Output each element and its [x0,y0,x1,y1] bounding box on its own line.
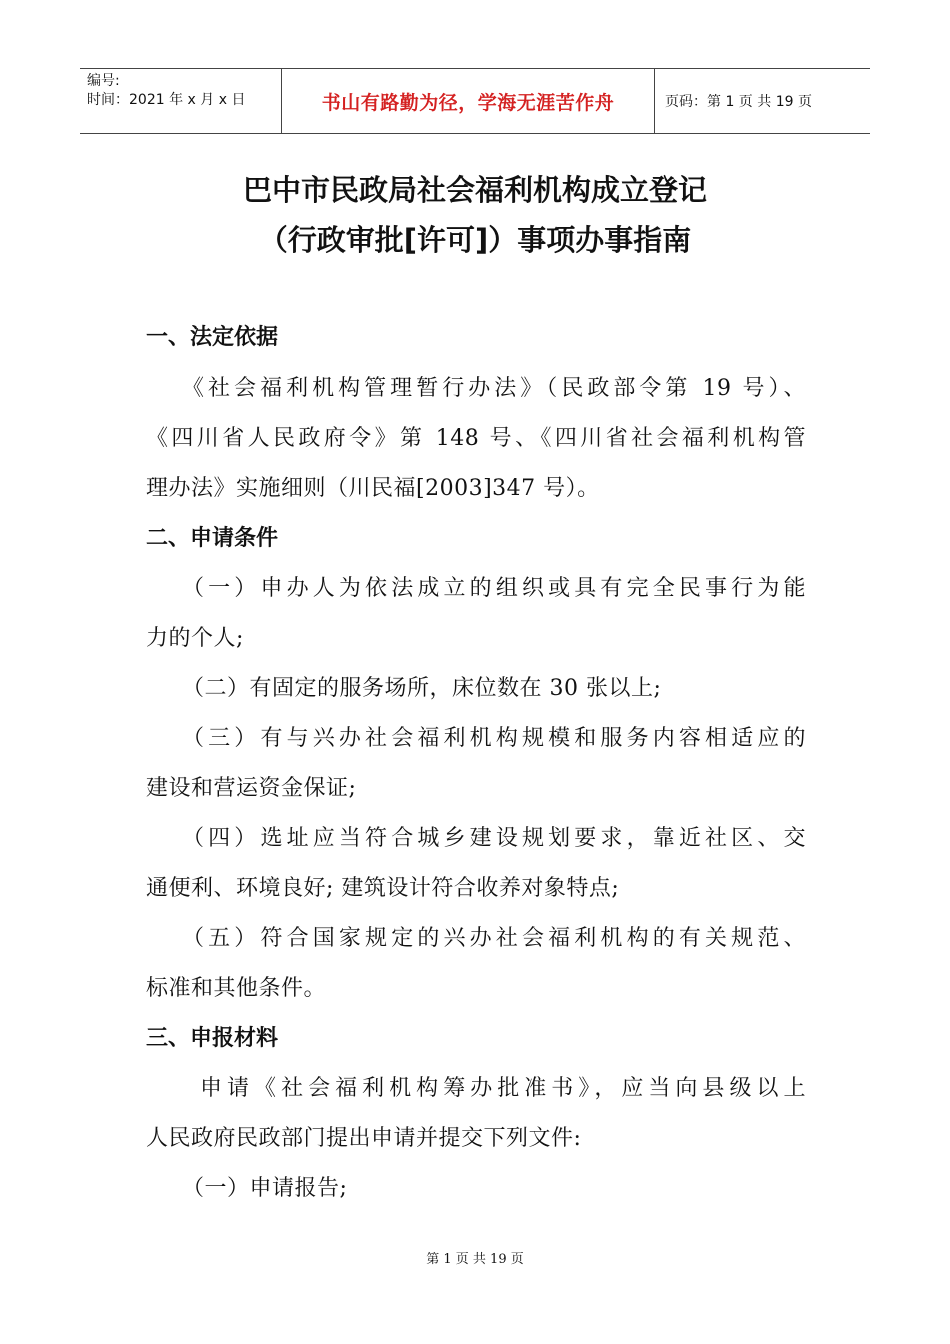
document-header [80,68,870,134]
paragraph-line: 力的个人; [146,626,244,651]
paragraph-line: （二）有固定的服务场所，床位数在 30 张以上; [182,676,662,701]
paragraph-line: 《社会福利机构管理暂行办法》（民政部令第 19 号）、 [182,376,806,401]
section-heading-materials: 三、申报材料 [146,1026,279,1051]
paragraph-line: 标准和其他条件。 [146,976,327,1001]
time-label: 时间：2021 年 x 月 x 日 [87,92,246,108]
section-heading-legal-basis: 一、法定依据 [146,325,279,350]
paragraph-line: 理办法》实施细则（川民福[2003]347 号）。 [146,476,600,501]
header-motto-cell [282,69,655,133]
paragraph-line: 人民政府民政部门提出申请并提交下列文件: [146,1126,582,1151]
paragraph-line: 《四川省人民政府令》第 148 号、《四川省社会福利机构管 [146,426,806,451]
header-motto: 书山有路勤为径，学海无涯苦作舟 [321,91,615,114]
number-label: 编号: [87,73,120,89]
paragraph-line: （一）申请报告; [182,1176,348,1201]
paragraph-line: （三）有与兴办社会福利机构规模和服务内容相适应的 [182,726,806,751]
header-page-info: 页码：第 1 页 共 19 页 [665,94,812,110]
paragraph-line: （一）申办人为依法成立的组织或具有完全民事行为能 [182,576,806,601]
document-title-line2: （行政审批[许可]）事项办事指南 [258,223,692,257]
header-meta [80,69,282,133]
paragraph-line: 通便利、环境良好; 建筑设计符合收养对象特点; [146,876,620,901]
paragraph-line: 建设和营运资金保证; [146,776,357,801]
document-title-line1: 巴中市民政局社会福利机构成立登记 [242,173,707,207]
paragraph-line: （五）符合国家规定的兴办社会福利机构的有关规范、 [182,926,806,951]
paragraph-line: 申请《社会福利机构筹办批准书》，应当向县级以上 [200,1076,806,1101]
page-footer: 第 1 页 共 19 页 [426,1252,524,1267]
section-heading-conditions: 二、申请条件 [146,526,279,551]
paragraph-line: （四）选址应当符合城乡建设规划要求，靠近社区、交 [182,826,806,851]
